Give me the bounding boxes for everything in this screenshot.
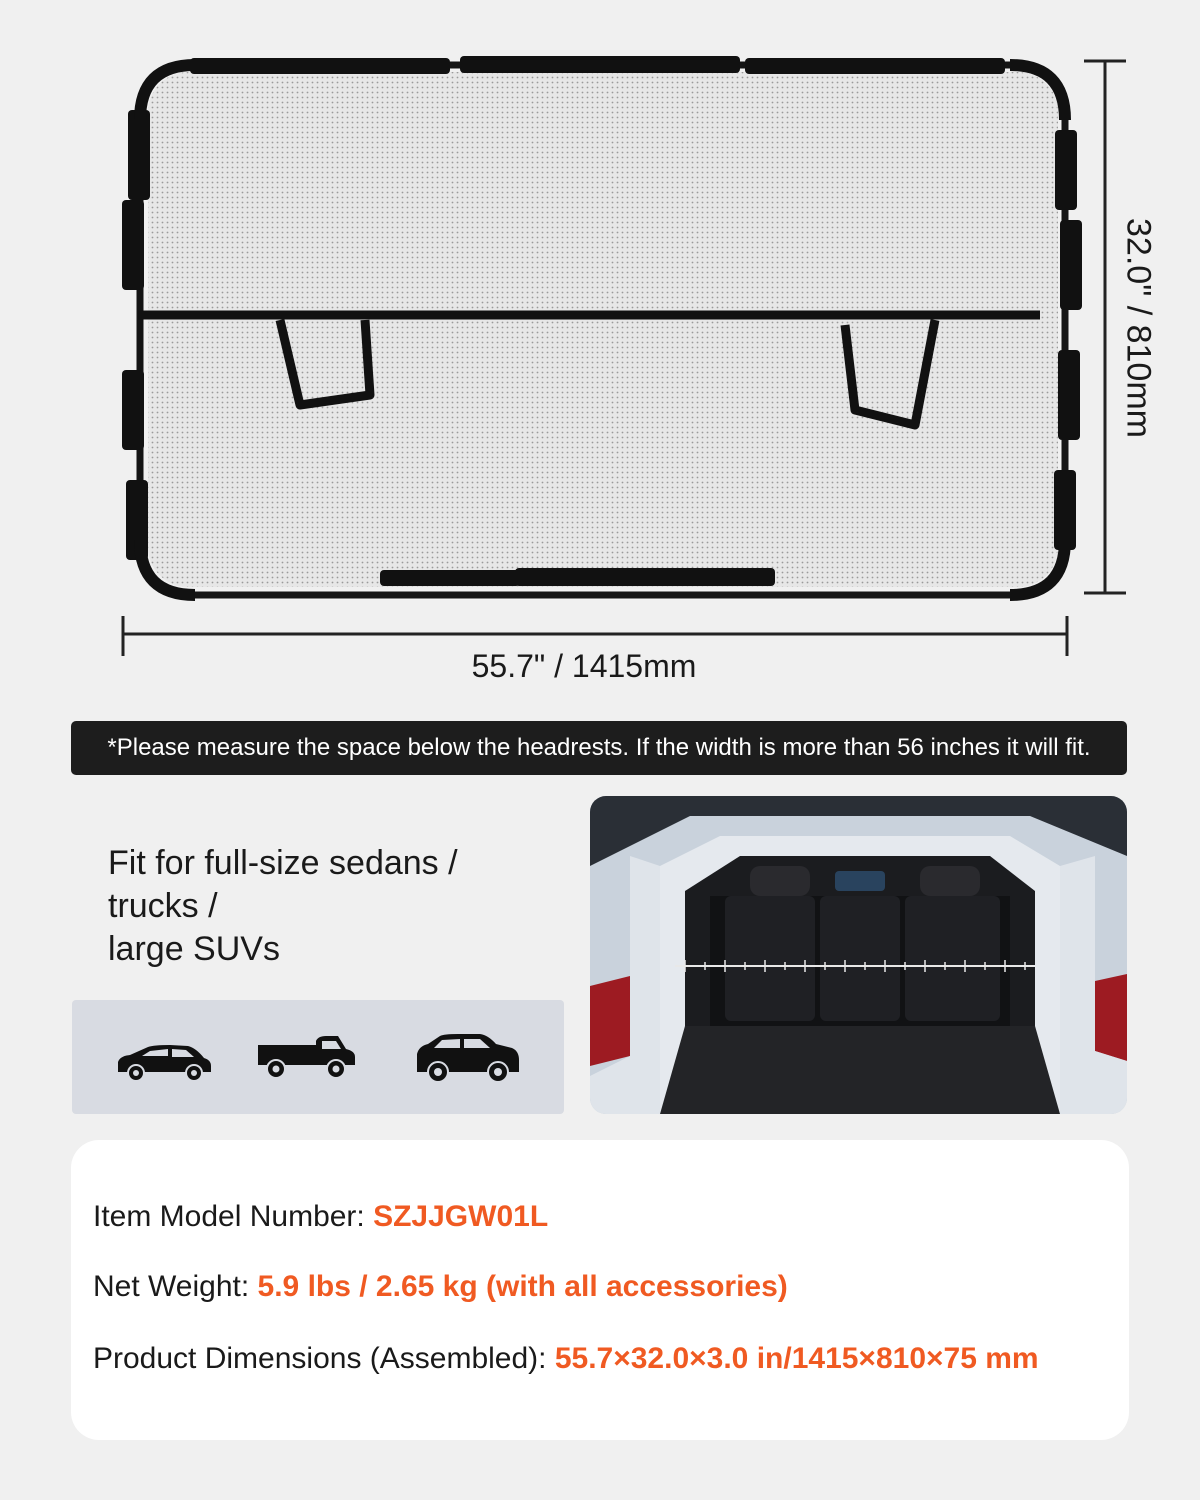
- fit-line: trucks /: [108, 887, 218, 925]
- measurement-notice: *Please measure the space below the headrests. If the width is more than 56 inches it will fit.: [71, 721, 1127, 775]
- spec-value: SZJJGW01L: [373, 1200, 549, 1233]
- truck-icon: [256, 1033, 358, 1081]
- spec-row-model: [93, 1200, 548, 1234]
- spec-label: Product Dimensions (Assembled):: [93, 1342, 555, 1375]
- fit-line: Fit for full-size sedans /: [108, 844, 458, 882]
- spec-value: 55.7×32.0×3.0 in/1415×810×75 mm: [554, 1342, 1039, 1375]
- vehicle-types-panel: [72, 1000, 564, 1114]
- width-dimension-label: 55.7" / 1415mm: [471, 648, 697, 684]
- spec-row-weight: [93, 1270, 788, 1304]
- cargo-net-illustration: [110, 50, 1090, 610]
- fit-line: large SUVs: [108, 930, 280, 968]
- suv-icon: [414, 1032, 522, 1084]
- spec-value: 5.9 lbs / 2.65 kg (with all accessories): [257, 1270, 788, 1303]
- height-dimension-label: 32.0" / 810mm: [1119, 218, 1158, 438]
- spec-label: Item Model Number:: [93, 1200, 374, 1233]
- trunk-photo: [590, 796, 1127, 1114]
- fit-description: [108, 842, 538, 971]
- spec-label: Net Weight:: [93, 1270, 258, 1303]
- spec-row-dimensions: [93, 1342, 1039, 1376]
- sedan-icon: [114, 1042, 214, 1082]
- specs-card: [71, 1140, 1129, 1440]
